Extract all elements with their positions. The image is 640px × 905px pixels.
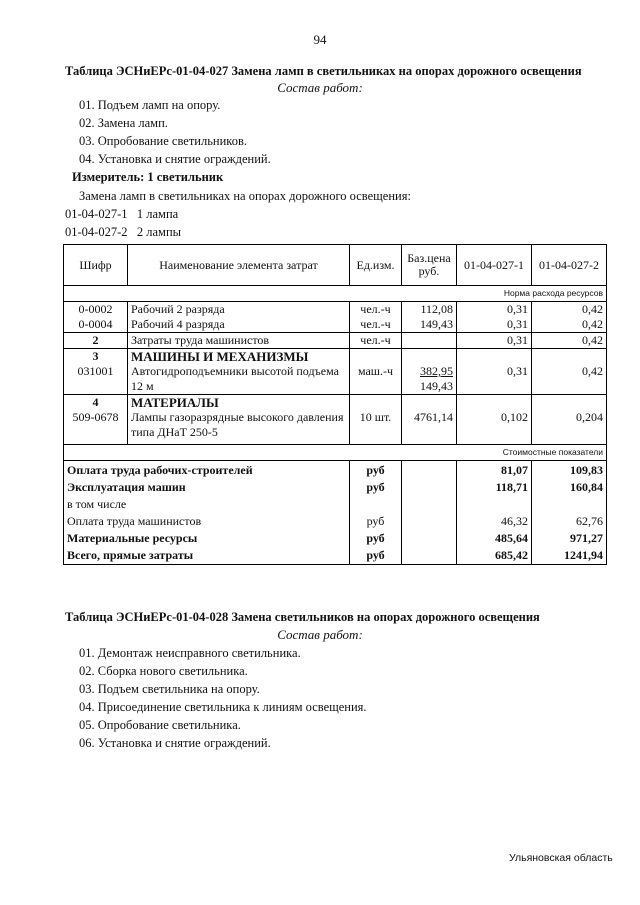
- cost-value-1: 81,07: [457, 461, 532, 480]
- cost-value-2: 62,76: [532, 513, 607, 530]
- section-number: 4: [92, 395, 99, 409]
- cost-unit: руб: [350, 461, 402, 480]
- row-value-1: 0,31: [457, 333, 532, 349]
- row-value-2: 0,42: [532, 333, 607, 349]
- row-unit: 10 шт.: [350, 395, 402, 445]
- col-header-unit: Ед.изм.: [350, 245, 402, 286]
- col-header-name: Наименование элемента затрат: [128, 245, 350, 286]
- row-unit: чел.-ч: [350, 333, 402, 349]
- table-row: [64, 302, 607, 318]
- cost-name: Всего, прямые затраты: [64, 547, 350, 565]
- section-title: МАТЕРИАЛЫ: [131, 395, 219, 410]
- row-value-2: 0,42: [532, 302, 607, 318]
- table-header-row: [64, 245, 607, 286]
- work-item: 04. Установка и снятие ограждений.: [79, 152, 271, 166]
- table2-works-list: [79, 644, 367, 752]
- section-title: МАШИНЫ И МЕХАНИЗМЫ: [131, 349, 309, 364]
- col-header-variant2: 01-04-027-2: [532, 245, 607, 286]
- row-price: 382,95: [420, 364, 453, 378]
- row-name: Рабочий 2 разряда: [128, 302, 350, 318]
- section-number: 3: [92, 349, 99, 363]
- variant-2: [65, 225, 181, 240]
- table2-title: Таблица ЭСНиЕРс-01-04-028 Замена светильников на опорах дорожного освещения: [65, 610, 540, 624]
- variant-code: 01-04-027-1: [65, 207, 128, 221]
- norm-label-row: [64, 286, 607, 302]
- cost-unit: руб: [350, 513, 402, 530]
- cost-row: [64, 496, 607, 513]
- cost-unit: руб: [350, 530, 402, 547]
- cost-name: в том числе: [64, 496, 350, 513]
- section-row-materials: [64, 395, 607, 445]
- row-code: 031001: [77, 364, 114, 378]
- row-value-1: 0,31: [457, 317, 532, 333]
- row-code: 509-0678: [72, 410, 119, 424]
- col-header-variant1: 01-04-027-1: [457, 245, 532, 286]
- table1-works-list: [79, 96, 271, 168]
- row-value-2: 0,42: [532, 349, 607, 395]
- row-unit: маш.-ч: [350, 349, 402, 395]
- row-value-2: 0,204: [532, 395, 607, 445]
- col-header-price: Баз.цена руб.: [402, 245, 457, 286]
- cost-row: [64, 547, 607, 565]
- row-name: Лампы газоразрядные высокого давления типа ДНаТ 250-5: [131, 410, 344, 439]
- work-item: 02. Сборка нового светильника.: [79, 664, 248, 678]
- table1-measure: Измеритель: 1 светильник: [72, 170, 224, 184]
- work-item: 05. Опробование светильника.: [79, 718, 241, 732]
- cost-row: [64, 530, 607, 547]
- work-item: 01. Демонтаж неисправного светильника.: [79, 646, 301, 660]
- row-number: 2: [64, 333, 128, 349]
- row-name: Затраты труда машинистов: [128, 333, 350, 349]
- cost-name: Оплата труда рабочих-строителей: [64, 461, 350, 480]
- cost-value-1: 485,64: [457, 530, 532, 547]
- norm-label: Норма расхода ресурсов: [64, 286, 607, 302]
- cost-value-2: 971,27: [532, 530, 607, 547]
- cost-value-2: 160,84: [532, 479, 607, 496]
- variant-code: 01-04-027-2: [65, 225, 128, 239]
- variant-text: 2 лампы: [136, 225, 182, 239]
- row-value-1: 0,31: [457, 349, 532, 395]
- work-item: 04. Присоединение светильника к линиям освещения.: [79, 700, 367, 714]
- row-value-1: 0,31: [457, 302, 532, 318]
- row-code: 0-0004: [64, 317, 128, 333]
- row-name: Автогидроподъемники высотой подъема 12 м: [131, 364, 339, 393]
- col-header-code: Шифр: [64, 245, 128, 286]
- variant-1: [65, 207, 178, 222]
- work-item: 03. Опробование светильников.: [79, 134, 248, 148]
- row-name: Рабочий 4 разряда: [128, 317, 350, 333]
- cost-label: Стоимостные показатели: [64, 445, 607, 461]
- row-code: 0-0002: [64, 302, 128, 318]
- cost-value-2: 1241,94: [532, 547, 607, 565]
- table-row: [64, 317, 607, 333]
- cost-label-row: [64, 445, 607, 461]
- cost-unit: руб: [350, 547, 402, 565]
- work-item: 02. Замена ламп.: [79, 116, 168, 130]
- row-price: 112,08: [402, 302, 457, 318]
- table-row: [64, 333, 607, 349]
- row-price: 149,43: [402, 317, 457, 333]
- cost-name: Материальные ресурсы: [64, 530, 350, 547]
- footer-region: Ульяновская область: [509, 852, 613, 864]
- work-item: 06. Установка и снятие ограждений.: [79, 736, 271, 750]
- row-value-2: 0,42: [532, 317, 607, 333]
- cost-value-2: 109,83: [532, 461, 607, 480]
- row-unit: чел.-ч: [350, 317, 402, 333]
- row-unit: чел.-ч: [350, 302, 402, 318]
- cost-value-1: 46,32: [457, 513, 532, 530]
- work-item: 03. Подъем светильника на опору.: [79, 682, 260, 696]
- cost-row: [64, 513, 607, 530]
- section-row-machines: [64, 349, 607, 395]
- cost-row: [64, 479, 607, 496]
- table1-subtitle: Состав работ:: [277, 80, 363, 95]
- page-number: 94: [313, 32, 327, 47]
- table1-description: Замена ламп в светильниках на опорах дорожного освещения:: [79, 189, 411, 203]
- table2-subtitle: Состав работ:: [277, 627, 363, 642]
- work-item: 01. Подъем ламп на опору.: [79, 98, 221, 112]
- cost-name: Оплата труда машинистов: [64, 513, 350, 530]
- row-value-1: 0,102: [457, 395, 532, 445]
- cost-name: Эксплуатация машин: [64, 479, 350, 496]
- cost-row: [64, 461, 607, 480]
- cost-value-1: 118,71: [457, 479, 532, 496]
- table1-title: Таблица ЭСНиЕРс-01-04-027 Замена ламп в светильниках на опорах дорожного освещения: [65, 64, 582, 78]
- resource-table: [63, 244, 607, 565]
- cost-value-1: 685,42: [457, 547, 532, 565]
- row-price: 4761,14: [402, 395, 457, 445]
- variant-text: 1 лампа: [136, 207, 179, 221]
- cost-unit: руб: [350, 479, 402, 496]
- row-price-secondary: 149,43: [420, 379, 453, 393]
